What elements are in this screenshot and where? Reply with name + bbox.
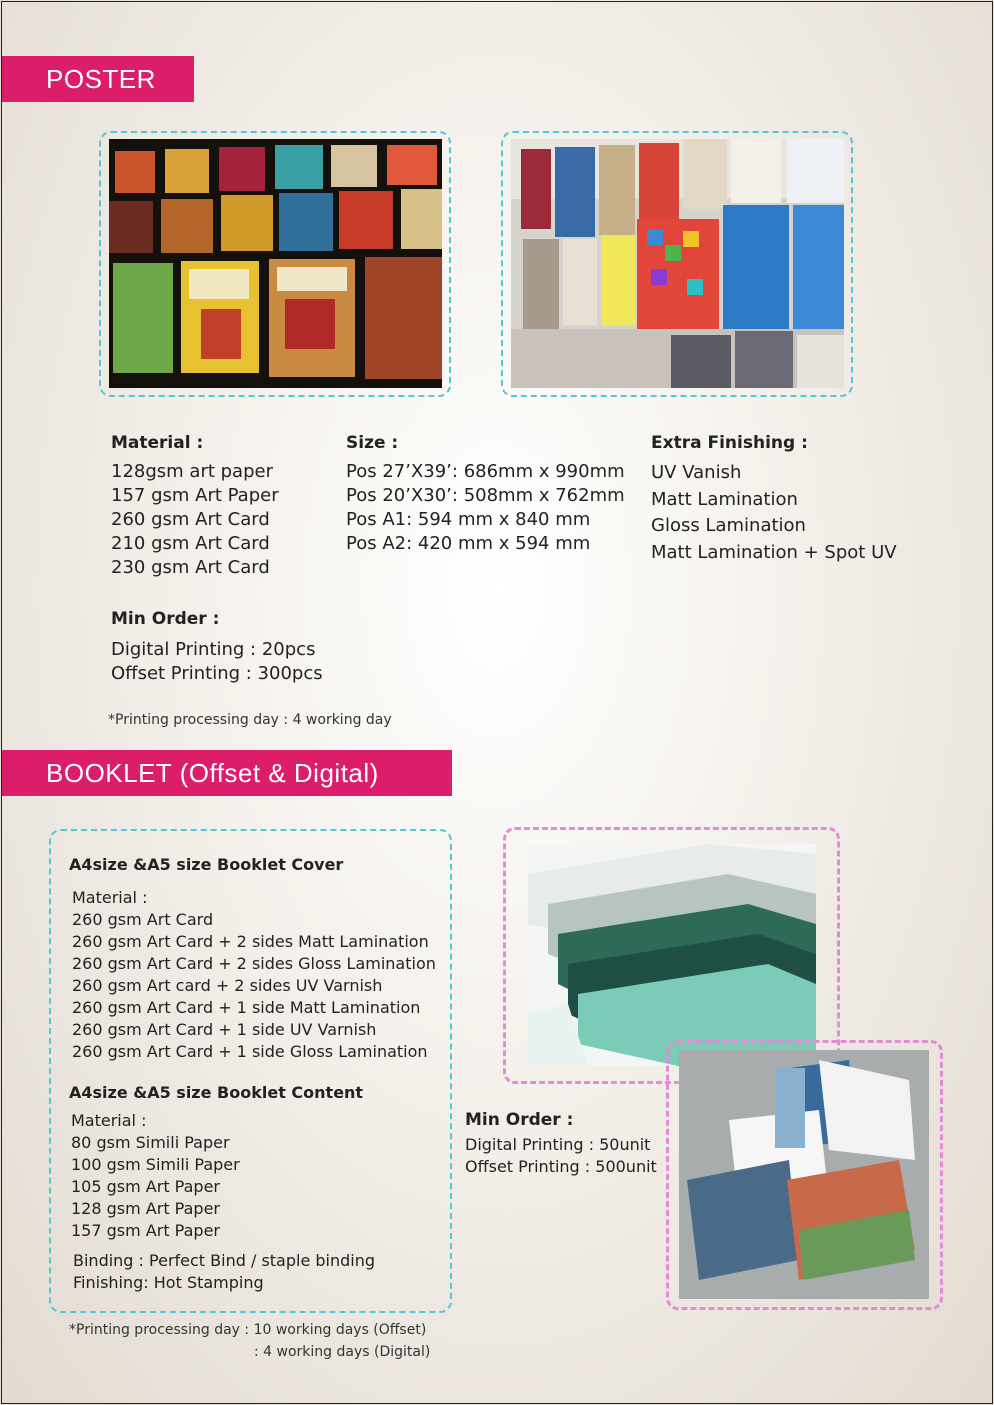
- poster-material-heading: Material :: [111, 433, 204, 453]
- poster-board-photo: [511, 139, 844, 388]
- booklet-content-heading: A4size &A5 size Booklet Content: [69, 1083, 364, 1102]
- booklet-content-block: [69, 1083, 375, 1294]
- poster-finishing-heading: Extra Finishing :: [651, 433, 808, 453]
- poster-material-item: 230 gsm Art Card: [111, 557, 270, 578]
- booklet-min-order-item: Digital Printing : 50unit: [465, 1135, 651, 1154]
- poster-finishing-item: Matt Lamination + Spot UV: [651, 541, 897, 563]
- poster-size-item: Pos A2: 420 mm x 594 mm: [346, 533, 591, 554]
- booklet-stack-photo: [528, 844, 816, 1066]
- poster-material-item: 260 gsm Art Card: [111, 509, 270, 530]
- poster-size-item: Pos 20’X30’: 508mm x 762mm: [346, 485, 625, 506]
- booklet-cover-material-item: 260 gsm Art Card + 1 side Matt Lamination: [72, 998, 421, 1017]
- booklet-processing-note-2: : 4 working days (Digital): [254, 1344, 431, 1360]
- poster-min-order-item: Offset Printing : 300pcs: [111, 663, 323, 684]
- booklet-content-material-item: 80 gsm Simili Paper: [71, 1133, 230, 1152]
- poster-material-item: 157 gsm Art Paper: [111, 485, 279, 506]
- poster-size-item: Pos A1: 594 mm x 840 mm: [346, 509, 591, 530]
- booklet-content-material-item: 100 gsm Simili Paper: [71, 1155, 240, 1174]
- poster-size-item: Pos 27’X39’: 686mm x 990mm: [346, 461, 625, 482]
- poster-finishing-item: Gloss Lamination: [651, 515, 806, 536]
- poster-min-order-block: [111, 609, 323, 686]
- poster-size-heading: Size :: [346, 433, 399, 453]
- poster-processing-note: *Printing processing day : 4 working day: [108, 712, 392, 728]
- booklet-binding: Binding : Perfect Bind / staple binding: [73, 1251, 376, 1270]
- booklet-cover-block: [69, 855, 436, 1063]
- booklet-content-material-item: 128 gsm Art Paper: [71, 1199, 220, 1218]
- booklet-content-material-item: 105 gsm Art Paper: [71, 1177, 220, 1196]
- booklet-open-photo: [679, 1050, 929, 1299]
- poster-size-block: [346, 433, 625, 556]
- booklet-content-material-label: Material :: [71, 1111, 147, 1130]
- booklet-processing-note-1: *Printing processing day : 10 working days (Offset): [69, 1322, 427, 1338]
- poster-material-block: [111, 433, 279, 580]
- booklet-cover-material-item: 260 gsm Art Card: [72, 910, 214, 929]
- booklet-min-order-item: Offset Printing : 500unit: [465, 1157, 657, 1176]
- booklet-min-order-heading: Min Order :: [465, 1110, 574, 1130]
- poster-material-item: 128gsm art paper: [111, 461, 273, 482]
- booklet-cover-material-item: 260 gsm Art Card + 1 side UV Varnish: [72, 1020, 377, 1039]
- booklet-finishing: Finishing: Hot Stamping: [73, 1273, 264, 1292]
- booklet-content-material-item: 157 gsm Art Paper: [71, 1221, 220, 1240]
- booklet-cover-material-item: 260 gsm Art Card + 1 side Gloss Lamination: [72, 1042, 428, 1061]
- poster-section-banner: [2, 56, 194, 102]
- booklet-cover-material-item: 260 gsm Art Card + 2 sides Matt Lamination: [72, 932, 429, 951]
- poster-min-order-item: Digital Printing : 20pcs: [111, 639, 316, 660]
- poster-finishing-item: UV Vanish: [651, 462, 742, 483]
- booklet-cover-material-item: 260 gsm Art Card + 2 sides Gloss Lamination: [72, 954, 436, 973]
- poster-finishing-item: Matt Lamination: [651, 488, 798, 510]
- booklet-cover-material-item: 260 gsm Art card + 2 sides UV Varnish: [72, 976, 383, 995]
- booklet-cover-material-label: Material :: [72, 888, 148, 907]
- booklet-min-order-block: [465, 1110, 657, 1178]
- poster-wall-photo: [109, 139, 442, 388]
- poster-min-order-heading: Min Order :: [111, 609, 220, 629]
- booklet-section-banner: [2, 750, 452, 796]
- booklet-title: BOOKLET (Offset & Digital): [46, 757, 379, 788]
- poster-finishing-block: [651, 433, 897, 566]
- booklet-cover-heading: A4size &A5 size Booklet Cover: [69, 855, 344, 874]
- poster-title: POSTER: [46, 63, 156, 94]
- poster-material-item: 210 gsm Art Card: [111, 533, 270, 554]
